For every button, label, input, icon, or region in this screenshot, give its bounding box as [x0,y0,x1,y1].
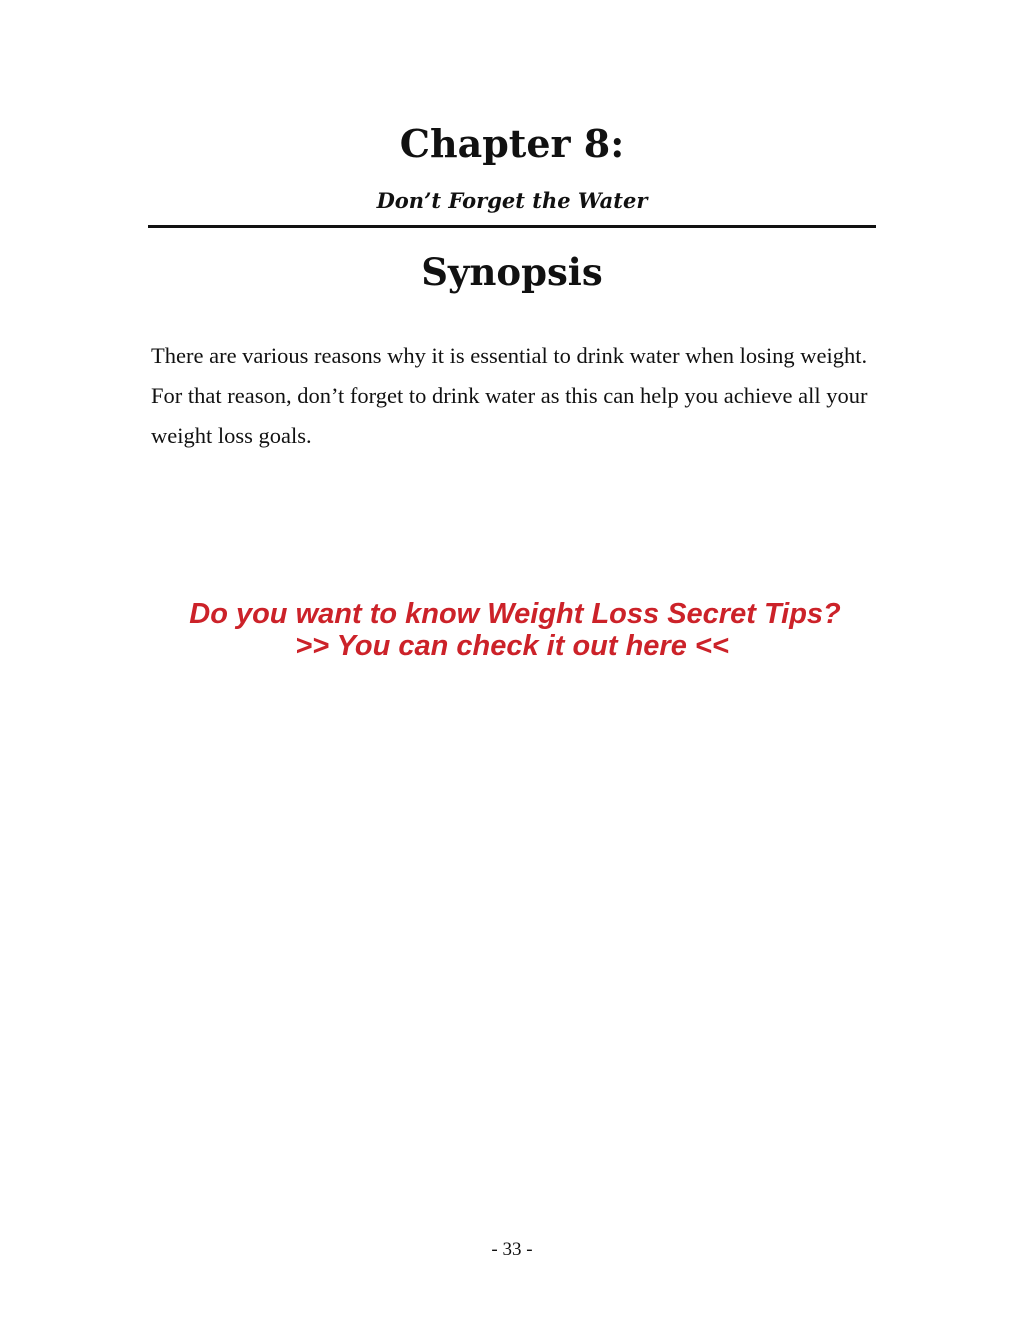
synopsis-paragraph: There are various reasons why it is essential to drink water when losing weight. For that reason, don’t forget to drink water as this can help you achieve all your weight loss goals. [151,343,868,448]
promo-question-link[interactable]: Do you want to know Weight Loss Secret Tips? [189,598,841,630]
page-number: - 33 - [491,1239,533,1260]
chapter-title: Chapter 8: [399,121,625,166]
title-divider [148,225,876,228]
promo-block [0,598,1024,662]
promo-check-link[interactable]: >> You can check it out here << [295,630,729,662]
synopsis-heading: Synopsis [421,250,603,294]
chapter-subtitle: Don’t Forget the Water [376,188,648,213]
